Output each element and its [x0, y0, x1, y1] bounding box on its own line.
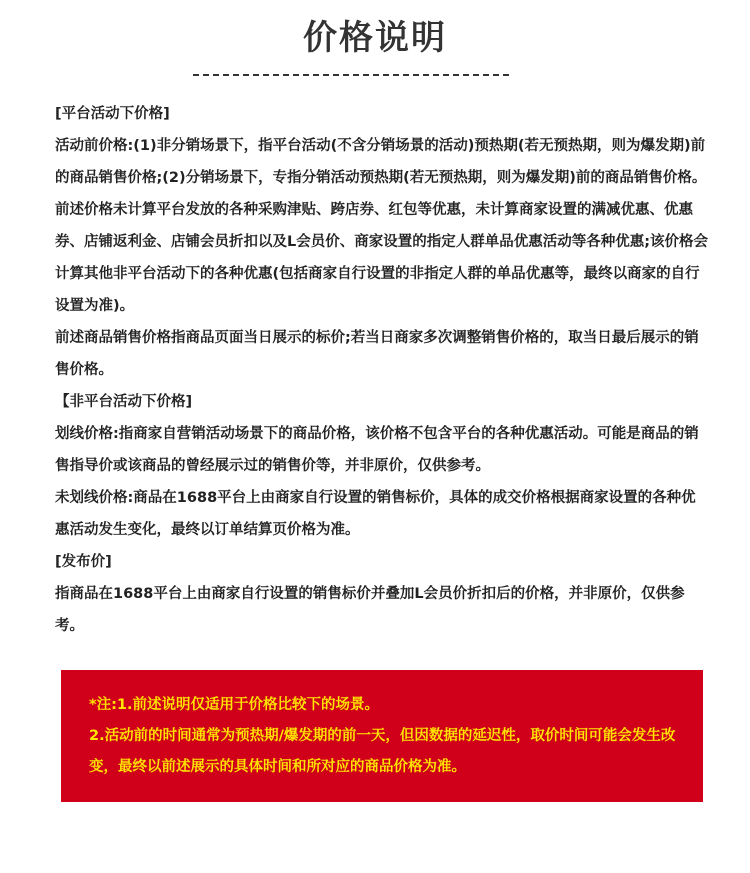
strike-price-text: 划线价格:指商家自营销活动场景下的商品价格，该价格不包含平台的各种优惠活动。可能是商品的销售指导价或该商品的曾经展示过的销售价等，并非原价，仅供参考。	[55, 426, 699, 474]
platform-activity-text: 活动前价格:(1)非分销场景下，指平台活动(不含分销场景的活动)预热期(若无预热期，则为爆发期)前的商品销售价格;(2)分销场景下，专指分销活动预热期(若无预热期，则为爆发期)前的商品销售价格。前述价格未计算平台发放的各种采购津贴、跨店券、红包等优惠，未计算商家设置的满减优惠、优惠券、店铺返利金、店铺会员折扣以及L会员价、商家设置的指定人群单品优惠活动等各种优惠;该价格会计算其他非平台活动下的各种优惠(包括商家自行设置的非指定人群的单品优惠等，最终以商家的自行设置为准)。	[55, 138, 709, 314]
notice-line-1: *注:1.前述说明仅适用于价格比较下的场景。	[89, 697, 379, 713]
platform-activity-heading: [平台活动下价格]	[55, 106, 170, 122]
page-title: 价格说明	[303, 18, 447, 58]
publish-price-heading: [发布价]	[55, 554, 112, 570]
notice-box	[61, 670, 703, 802]
price-explanation-body	[55, 98, 710, 642]
notice-line-2: 2.活动前的时间通常为预热期/爆发期的前一天，但因数据的延迟性，取价时间可能会发生改变，最终以前述展示的具体时间和所对应的商品价格为准。	[89, 728, 676, 775]
non-platform-activity-heading: 【非平台活动下价格]	[55, 394, 193, 410]
platform-activity-note: 前述商品销售价格指商品页面当日展示的标价;若当日商家多次调整销售价格的，取当日最后展示的销售价格。	[55, 330, 699, 378]
publish-price-text: 指商品在1688平台上由商家自行设置的销售标价并叠加L会员价折扣后的价格，并非原价，仅供参考。	[55, 586, 685, 634]
title-divider	[193, 74, 509, 76]
unstrike-price-text: 未划线价格:商品在1688平台上由商家自行设置的销售标价，具体的成交价格根据商家设置的各种优惠活动发生变化，最终以订单结算页价格为准。	[55, 490, 696, 538]
